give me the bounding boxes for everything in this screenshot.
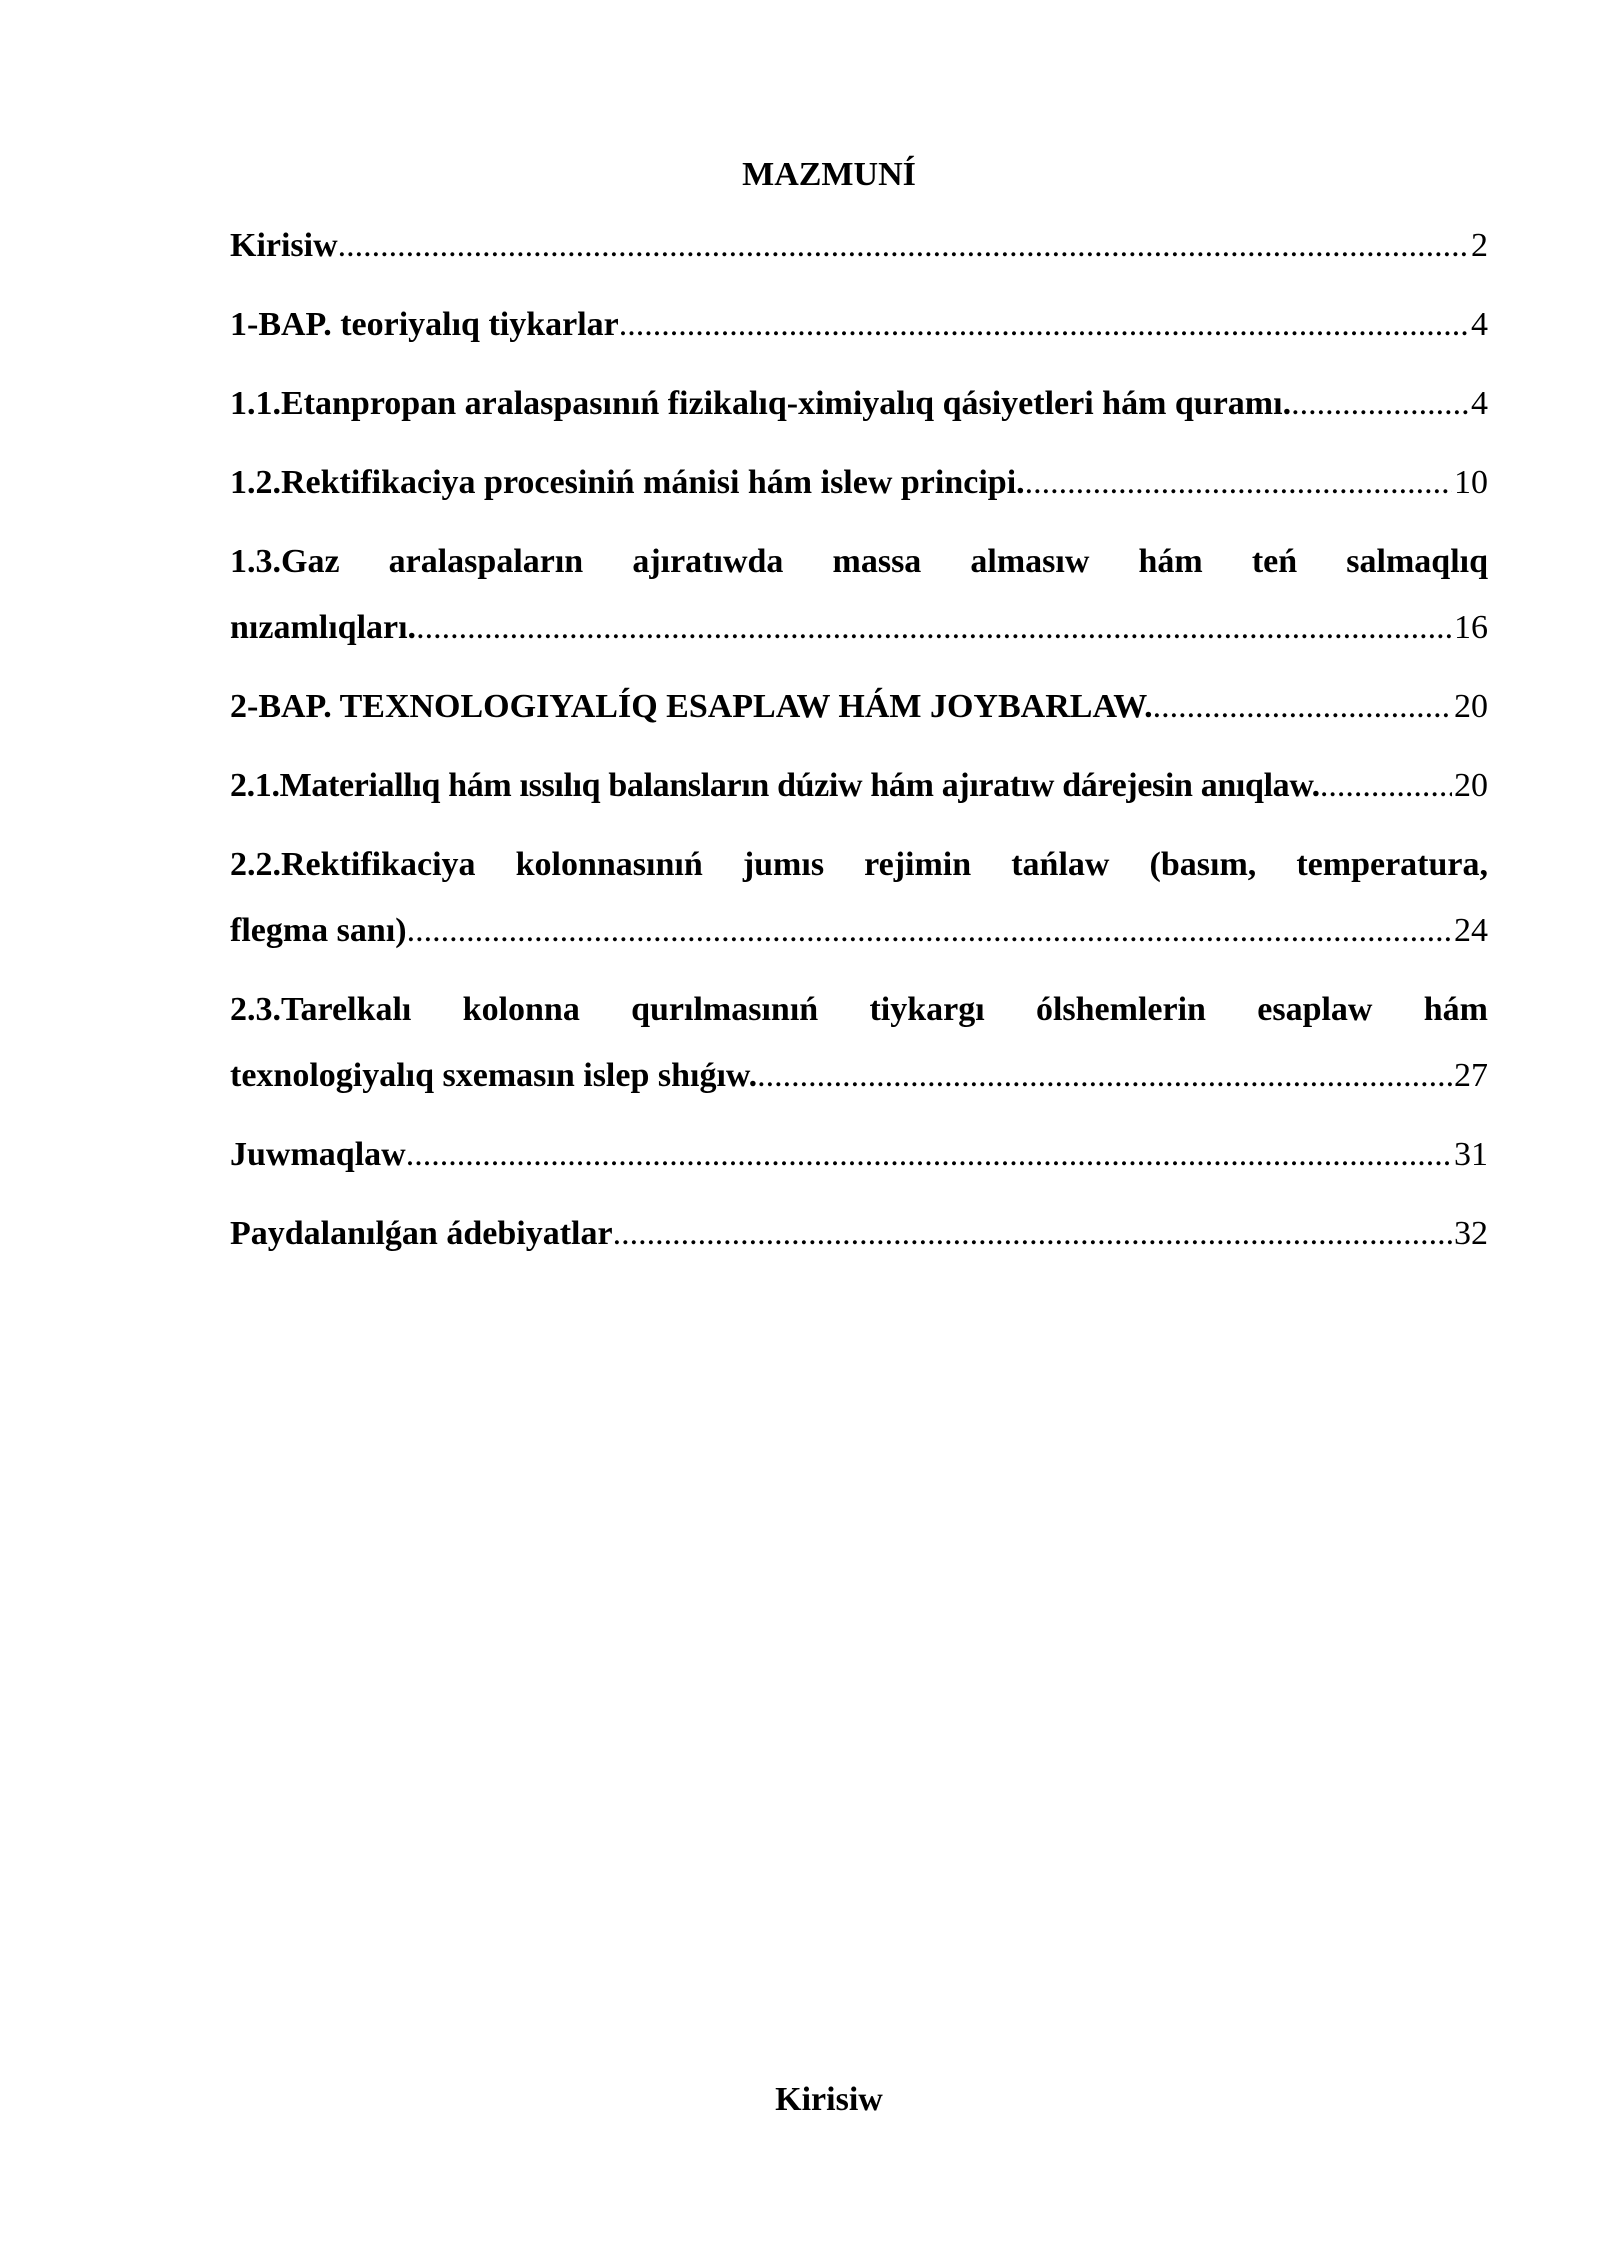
dot-leader	[1153, 674, 1452, 740]
toc-entry-1-2[interactable]	[230, 450, 1488, 516]
toc-entry-label: Paydalanılǵan ádebiyatlar	[230, 1215, 613, 1252]
dot-leader	[1291, 371, 1469, 437]
toc-entry-2-2[interactable]	[230, 832, 1488, 964]
dot-leader	[613, 1201, 1452, 1267]
toc-entry-references[interactable]	[230, 1201, 1488, 1267]
toc-entry-page: 24	[1454, 912, 1488, 949]
toc-entry-page: 16	[1454, 609, 1488, 646]
toc-entry-label-line1: 1.3.Gaz aralaspaların ajıratıwda massa almasıw hám teń salmaqlıq	[230, 543, 1488, 580]
next-section-heading: Kirisiw	[775, 2081, 883, 2118]
toc-entry-page: 2	[1471, 227, 1488, 264]
toc-entry-kirisiw[interactable]	[230, 213, 1488, 279]
toc-entry-chapter-2[interactable]	[230, 674, 1488, 740]
toc-entry-line2	[230, 898, 1488, 964]
toc-entry-page: 4	[1471, 306, 1488, 343]
toc-entry-2-3[interactable]	[230, 977, 1488, 1109]
toc-entry-label: 1.2.Rektifikaciya procesiniń mánisi hám islew principi.	[230, 464, 1025, 501]
dot-leader	[407, 898, 1452, 964]
toc-entry-1-1[interactable]	[230, 371, 1488, 437]
dot-leader	[416, 595, 1452, 661]
toc-entry-page: 20	[1454, 767, 1488, 804]
toc-entry-label: 2-BAP. TEXNOLOGIYALÍQ ESAPLAW HÁM JOYBARLAW.	[230, 688, 1153, 725]
toc-entry-label-line2: texnologiyalıq sxemasın islep shıǵıw.	[230, 1057, 758, 1094]
toc-entry-juwmaqlaw[interactable]	[230, 1122, 1488, 1188]
toc-entry-page: 31	[1454, 1136, 1488, 1173]
toc-entry-page: 4	[1471, 385, 1488, 422]
toc-entry-chapter-1[interactable]	[230, 292, 1488, 358]
table-of-contents	[230, 213, 1488, 1280]
toc-entry-page: 27	[1454, 1057, 1488, 1094]
toc-entry-page: 32	[1454, 1215, 1488, 1252]
dot-leader	[757, 1043, 1452, 1109]
toc-entry-label: 1.1.Etanpropan aralaspasınıń fizikalıq-ximiyalıq qásiyetleri hám quramı.	[230, 385, 1292, 422]
dot-leader	[1320, 753, 1452, 819]
toc-title: MAZMUNÍ	[742, 156, 916, 193]
dot-leader	[338, 213, 1469, 279]
toc-entry-label: Juwmaqlaw	[230, 1136, 406, 1173]
toc-entry-label: 1-BAP. teoriyalıq tiykarlar	[230, 306, 619, 343]
toc-entry-page: 20	[1454, 688, 1488, 725]
toc-entry-label-line2: flegma sanı)	[230, 912, 407, 949]
dot-leader	[1025, 450, 1452, 516]
toc-entry-label-line1: 2.3.Tarelkalı kolonna qurılmasınıń tiykargı ólshemlerin esaplaw hám	[230, 991, 1488, 1028]
toc-entry-2-1[interactable]	[230, 753, 1488, 819]
toc-entry-page: 10	[1454, 464, 1488, 501]
toc-entry-label: Kirisiw	[230, 227, 338, 264]
dot-leader	[406, 1122, 1452, 1188]
toc-entry-label-line2: nızamlıqları.	[230, 609, 417, 646]
toc-entry-1-3[interactable]	[230, 529, 1488, 661]
toc-entry-line2	[230, 1043, 1488, 1109]
dot-leader	[619, 292, 1469, 358]
toc-entry-line2	[230, 595, 1488, 661]
toc-entry-label-line1: 2.2.Rektifikaciya kolonnasınıń jumıs rejimin tańlaw (basım, temperatura,	[230, 846, 1488, 883]
toc-entry-label: 2.1.Materiallıq hám ıssılıq balansların dúziw hám ajıratıw dárejesin anıqlaw.	[230, 767, 1320, 804]
